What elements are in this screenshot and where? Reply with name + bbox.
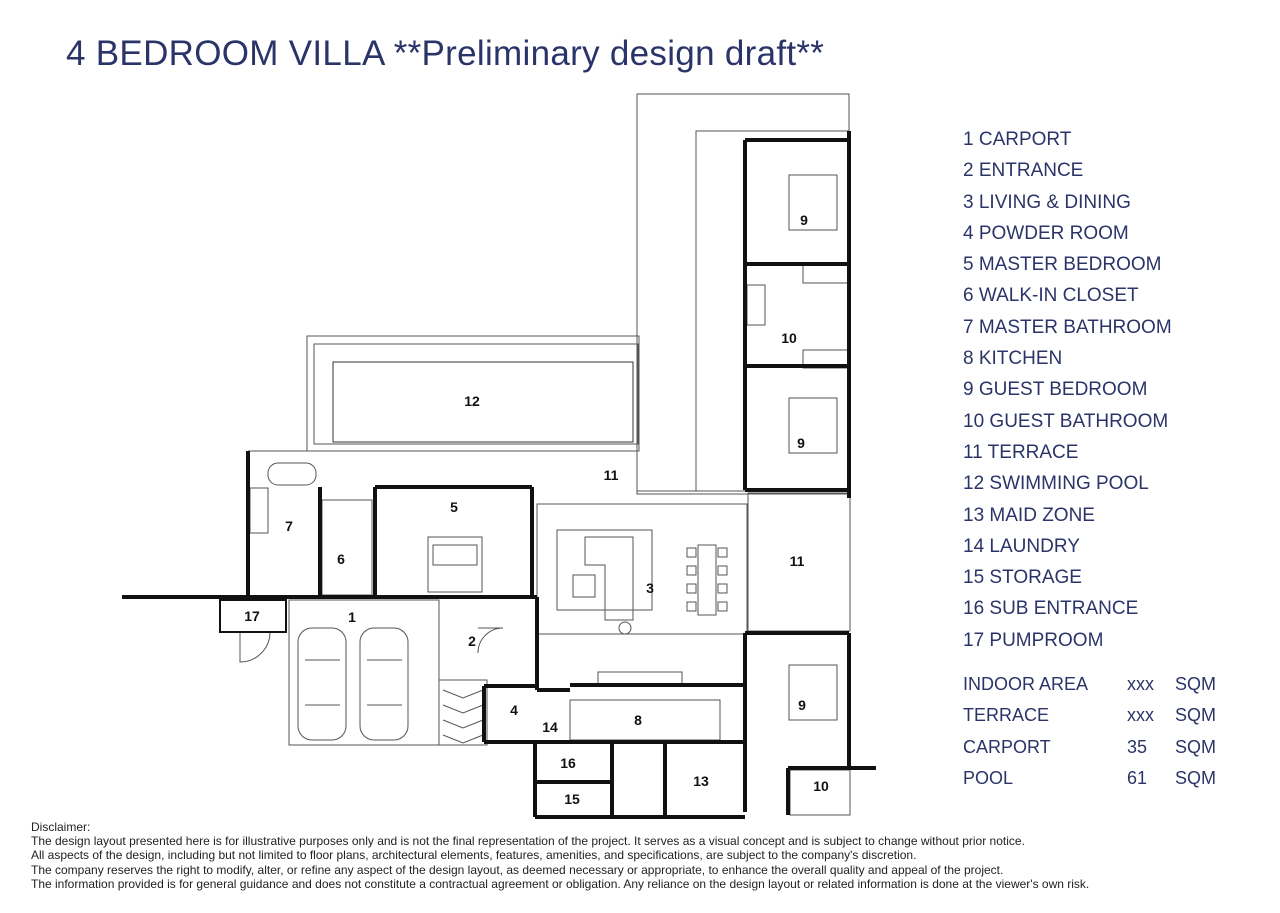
- room-label-14: 14: [542, 719, 558, 735]
- area-row: [963, 674, 1216, 705]
- area-value: 61: [1127, 767, 1148, 788]
- carport-area: [289, 600, 439, 745]
- room-label-9-middle: 9: [797, 435, 805, 451]
- legend-item: 1 CARPORT: [963, 129, 1072, 150]
- step-chevrons: [443, 690, 483, 743]
- guest-bath-1-vanity: [747, 285, 765, 325]
- car-left: [298, 628, 346, 740]
- room-label-5: 5: [450, 499, 458, 515]
- walls: [122, 131, 876, 817]
- room-label-9-south: 9: [798, 697, 806, 713]
- legend-item: 8 KITCHEN: [963, 348, 1063, 370]
- area-summary-table: [963, 674, 1216, 799]
- guest-bed-1: [789, 175, 837, 230]
- disclaimer-heading: Disclaimer:: [31, 820, 91, 834]
- pumproom-door: [240, 632, 270, 662]
- legend-item: 7 MASTER BATHROOM: [963, 316, 1172, 338]
- dining-chairs: [687, 548, 727, 611]
- disclaimer-line: The company reserves the right to modify, alter, or refine any aspect of the design layout, as deemed necessary or appropriate, to enhance the overall quality and appeal of the project.: [31, 862, 1004, 877]
- entrance-door: [478, 628, 503, 653]
- room-label-4: 4: [510, 702, 518, 718]
- room-label-9-north: 9: [800, 212, 808, 228]
- room-label-11-west: 11: [603, 467, 619, 483]
- area-label: TERRACE: [963, 705, 1050, 726]
- area-label: CARPORT: [963, 736, 1051, 757]
- room-label-15: 15: [564, 791, 580, 807]
- area-label: INDOOR AREA: [963, 674, 1089, 694]
- room-label-17: 17: [244, 608, 260, 624]
- area-unit: SQM: [1175, 767, 1217, 788]
- disclaimer: [31, 820, 1261, 891]
- room-label-11-east: 11: [789, 553, 805, 569]
- area-row: [963, 705, 1216, 736]
- room-label-6: 6: [337, 551, 345, 567]
- kitchen-island: [598, 672, 682, 684]
- bathtub: [268, 463, 316, 485]
- page-title: 4 BEDROOM VILLA **Preliminary design draft**: [66, 34, 825, 73]
- legend-item: 5 MASTER BEDROOM: [963, 254, 1162, 276]
- room-label-13: 13: [693, 773, 709, 789]
- legend-item: 9 GUEST BEDROOM: [963, 379, 1148, 401]
- room-legend: [963, 128, 1172, 660]
- legend-item: 3 LIVING & DINING: [963, 191, 1131, 213]
- area-label: POOL: [963, 767, 1014, 788]
- legend-item: 4 POWDER ROOM: [963, 222, 1129, 244]
- kitchen-counter: [570, 700, 720, 740]
- dining-table: [698, 545, 716, 615]
- walk-in-closet-fixtures: [322, 500, 372, 595]
- area-value: xxx: [1127, 674, 1154, 694]
- swimming-pool-basin: [333, 362, 633, 442]
- area-unit: SQM: [1175, 736, 1217, 757]
- room-label-10-south: 10: [813, 778, 829, 794]
- room-label-2: 2: [468, 633, 476, 649]
- legend-item: 15 STORAGE: [963, 567, 1082, 589]
- area-unit: SQM: [1175, 674, 1217, 694]
- disclaimer-line: The information provided is for general guidance and does not constitute a contractual agreement or obligation. Any reliance on the design layout or related information is done at the viewer's own risk.: [31, 876, 1090, 891]
- room-label-8: 8: [634, 712, 642, 728]
- area-row: [963, 737, 1216, 768]
- legend-item: 16 SUB ENTRANCE: [963, 598, 1139, 620]
- area-unit: SQM: [1175, 705, 1217, 726]
- area-row: [963, 768, 1216, 799]
- guest-bed-3: [789, 665, 837, 720]
- vanity: [250, 488, 268, 533]
- legend-item: 6 WALK-IN CLOSET: [963, 285, 1139, 307]
- car-right: [360, 628, 408, 740]
- area-value: xxx: [1127, 705, 1154, 726]
- room-label-12: 12: [464, 393, 480, 409]
- disclaimer-line: The design layout presented here is for illustrative purposes only and is not the final representation of the project. It serves as a visual concept and is subject to change without prior notice.: [31, 834, 1025, 849]
- master-bed-pillows: [433, 545, 477, 565]
- car-windshields: [305, 660, 402, 705]
- side-table: [619, 622, 631, 634]
- legend-item: 10 GUEST BATHROOM: [963, 410, 1169, 432]
- room-label-16: 16: [560, 755, 576, 771]
- sofa: [585, 537, 633, 620]
- legend-item: 17 PUMPROOM: [963, 629, 1104, 651]
- coffee-table: [573, 575, 595, 597]
- east-deck-outline: [696, 131, 849, 491]
- room-label-7: 7: [285, 518, 293, 534]
- room-label-1: 1: [348, 609, 356, 625]
- room-label-10-north: 10: [781, 330, 797, 346]
- legend-item: 14 LAUNDRY: [963, 535, 1080, 557]
- wardrobe-1: [803, 265, 848, 283]
- legend-item: 2 ENTRANCE: [963, 160, 1084, 182]
- area-value: 35: [1127, 736, 1148, 757]
- disclaimer-line: All aspects of the design, including but not limited to floor plans, architectural elements, features, amenities, and specifications, are subject to the company's discretion.: [31, 848, 917, 863]
- legend-item: 12 SWIMMING POOL: [963, 473, 1149, 495]
- legend-item: 11 TERRACE: [963, 441, 1079, 463]
- legend-item: 13 MAID ZONE: [963, 504, 1095, 526]
- room-label-3: 3: [646, 580, 654, 596]
